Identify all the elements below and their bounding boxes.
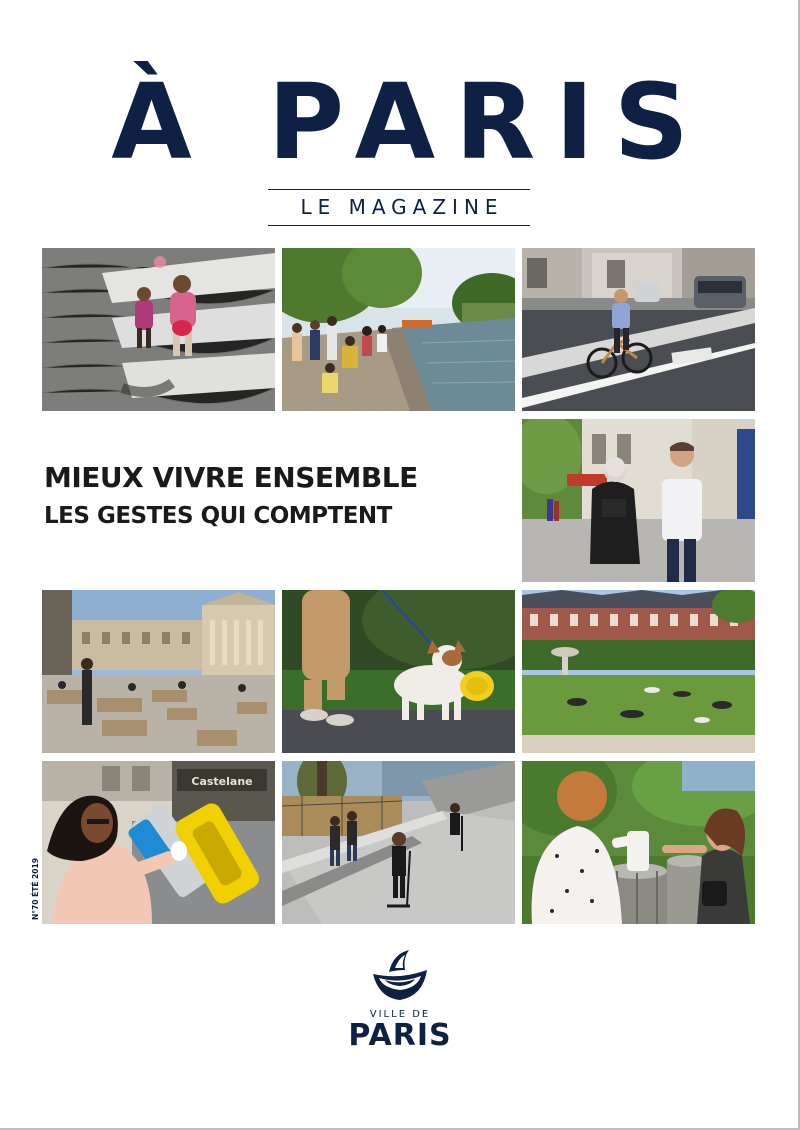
issue-number: N°70 ÉTÉ 2019 bbox=[31, 858, 40, 920]
magazine-subtitle: LE MAGAZINE bbox=[268, 189, 530, 226]
headline-line-2: LES GESTES QUI COMPTENT bbox=[44, 503, 392, 529]
logo-paris: PARIS bbox=[348, 1018, 452, 1053]
logo-ville-de: VILLE DE bbox=[369, 1009, 431, 1020]
photo-dog-frisbee bbox=[282, 590, 515, 753]
headline-line-1: MIEUX VIVRE ENSEMBLE bbox=[44, 461, 418, 494]
shop-sign-text: Castelane bbox=[191, 775, 253, 788]
photo-cyclist-bike-lane bbox=[522, 248, 755, 411]
paris-ship-icon bbox=[365, 948, 435, 1008]
photo-park-bin bbox=[522, 761, 755, 924]
photo-canal-quay bbox=[282, 248, 515, 411]
photo-neighbours-street bbox=[522, 419, 755, 582]
photo-recycling-bin bbox=[42, 761, 275, 924]
cover-headline bbox=[44, 458, 504, 534]
photo-scooter-riders bbox=[282, 761, 515, 924]
masthead bbox=[0, 61, 800, 219]
photo-place-des-vosges bbox=[522, 590, 755, 753]
photo-crosswalk-children bbox=[42, 248, 275, 411]
ville-de-paris-logo bbox=[340, 948, 460, 1052]
photo-pantheon-square bbox=[42, 590, 275, 753]
magazine-title: À PARIS bbox=[111, 61, 709, 183]
